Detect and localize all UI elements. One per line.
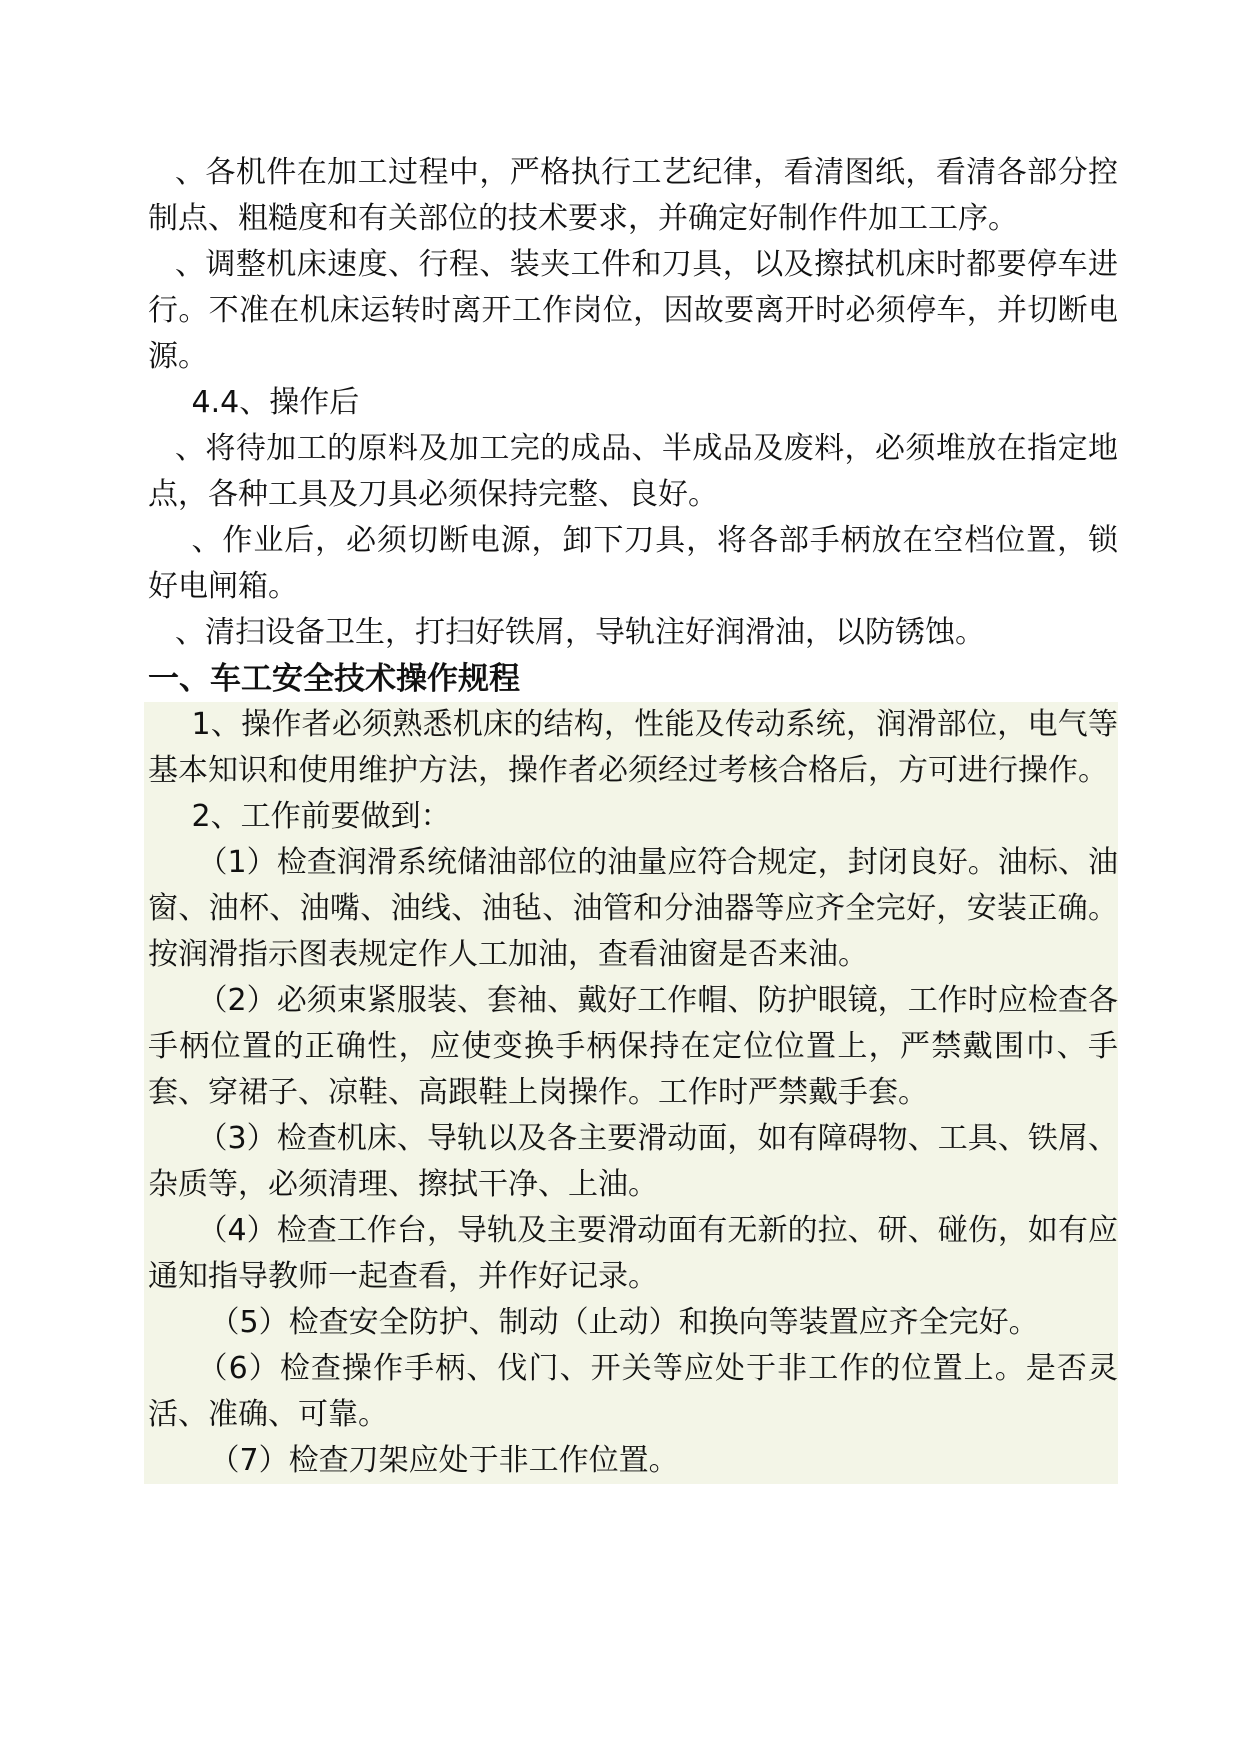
paragraph-cleaning: 、清扫设备卫生，打扫好铁屑，导轨注好润滑油，以防锈蚀。 bbox=[175, 615, 985, 650]
list-item-6: （6）检查操作手柄、伐门、开关等应处于非工作的位置上。是否灵活、准确、可靠。 bbox=[148, 1351, 1118, 1432]
list-item-7: （7）检查刀架应处于非工作位置。 bbox=[209, 1443, 679, 1478]
section-heading: 一、车工安全技术操作规程 bbox=[148, 661, 520, 697]
paragraph-adjust-machine: 、调整机床速度、行程、装夹工件和刀具，以及擦拭机床时都要停车进行。不准在机床运转时离开工作岗位，因故要离开时必须停车，并切断电源。 bbox=[148, 247, 1118, 374]
list-item-5: （5）检查安全防护、制动（止动）和换向等装置应齐全完好。 bbox=[209, 1305, 1039, 1340]
shaded-section bbox=[144, 702, 1118, 1484]
list-item-3: （3）检查机床、导轨以及各主要滑动面，如有障碍物、工具、铁屑、杂质等，必须清理、擦拭干净、上油。 bbox=[148, 1121, 1118, 1202]
list-item-1: （1）检查润滑系统储油部位的油量应符合规定，封闭良好。油标、油窗、油杯、油嘴、油线、油毡、油管和分油器等应齐全完好，安装正确。按润滑指示图表规定作人工加油，查看油窗是否来油。 bbox=[148, 845, 1118, 972]
paragraph-before-work: 2、工作前要做到： bbox=[191, 799, 451, 834]
paragraph-after-work: 、作业后，必须切断电源，卸下刀具，将各部手柄放在空档位置，锁好电闸箱。 bbox=[148, 523, 1118, 604]
paragraph-machining-discipline: 、各机件在加工过程中，严格执行工艺纪律，看清图纸，看清各部分控制点、粗糙度和有关部位的技术要求，并确定好制作件加工工序。 bbox=[148, 155, 1118, 236]
subheading-after-operation: 4.4、操作后 bbox=[191, 385, 360, 420]
paragraph-operator-knowledge: 1、操作者必须熟悉机床的结构，性能及传动系统，润滑部位，电气等基本知识和使用维护方法，操作者必须经过考核合格后，方可进行操作。 bbox=[148, 707, 1118, 788]
list-item-4: （4）检查工作台，导轨及主要滑动面有无新的拉、研、碰伤，如有应通知指导教师一起查看，并作好记录。 bbox=[148, 1213, 1118, 1294]
document-page bbox=[148, 150, 1118, 1484]
paragraph-materials-storage: 、将待加工的原料及加工完的成品、半成品及废料，必须堆放在指定地点，各种工具及刀具必须保持完整、良好。 bbox=[148, 431, 1118, 512]
list-item-2: （2）必须束紧服装、套袖、戴好工作帽、防护眼镜，工作时应检查各手柄位置的正确性，应使变换手柄保持在定位位置上，严禁戴围巾、手套、穿裙子、凉鞋、高跟鞋上岗操作。工作时严禁戴手套。 bbox=[148, 983, 1118, 1110]
